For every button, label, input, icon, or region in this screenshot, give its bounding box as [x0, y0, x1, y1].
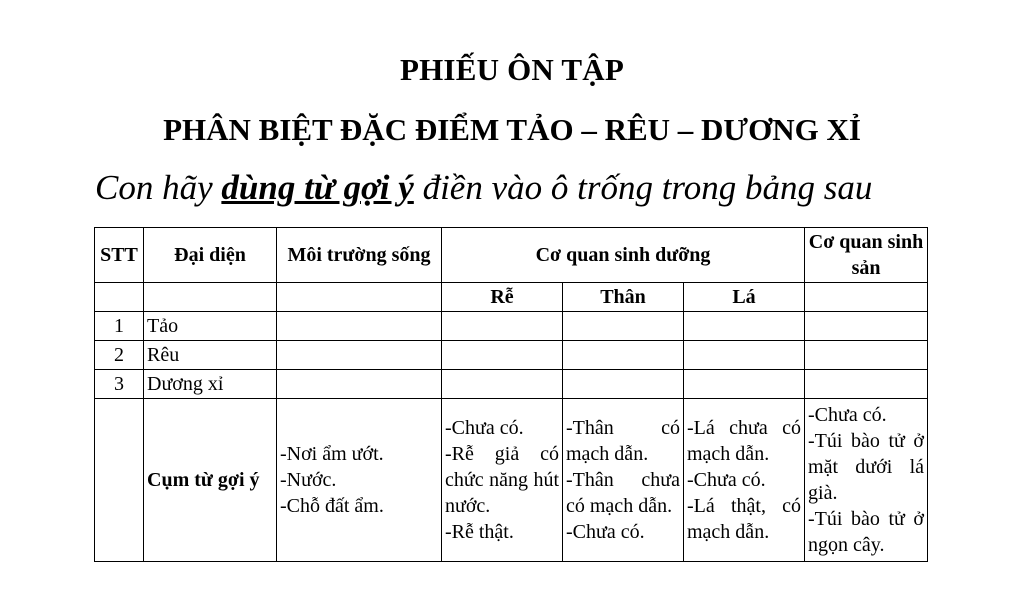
header-co-quan-sinh-san: Cơ quan sinh sản — [805, 228, 928, 283]
hint-item: -Nơi ẩm ướt. — [280, 443, 384, 465]
row-stt: 1 — [95, 312, 144, 341]
hint-item: -Nước. — [280, 469, 337, 491]
hint-la — [684, 399, 805, 562]
answer-cell[interactable] — [277, 312, 442, 341]
row-stt: 2 — [95, 341, 144, 370]
hint-item: -Rễ thật. — [445, 521, 514, 543]
table-row — [95, 370, 928, 399]
header-re: Rễ — [442, 283, 563, 312]
hint-sinh-san — [805, 399, 928, 562]
answer-cell[interactable] — [563, 341, 684, 370]
hint-item: -Thân có mạch dẫn. — [566, 417, 680, 465]
hint-item: -Lá chưa có mạch dẫn. — [687, 417, 802, 465]
hint-than — [563, 399, 684, 562]
header-moi-truong: Môi trường sống — [277, 228, 442, 283]
answer-cell[interactable] — [684, 312, 805, 341]
header-co-quan-sinh-duong: Cơ quan sinh dưỡng — [442, 228, 805, 283]
instruction-highlight: dùng từ gợi ý — [221, 168, 414, 207]
table-row — [95, 341, 928, 370]
answer-cell[interactable] — [442, 370, 563, 399]
hint-label: Cụm từ gợi ý — [144, 399, 277, 562]
header-stt: STT — [95, 228, 144, 283]
row-name: Dương xỉ — [144, 370, 277, 399]
table-cell — [95, 399, 144, 562]
answer-cell[interactable] — [442, 341, 563, 370]
table-subheader-row — [95, 283, 928, 312]
page-subtitle: PHÂN BIỆT ĐẶC ĐIỂM TẢO – RÊU – DƯƠNG XỈ — [163, 112, 861, 147]
instruction-text — [95, 168, 872, 208]
hint-row — [95, 399, 928, 562]
hint-item: -Chưa có. — [445, 417, 524, 439]
row-name: Rêu — [144, 341, 277, 370]
instruction-after: điền vào ô trống trong bảng sau — [413, 168, 873, 207]
answer-cell[interactable] — [684, 341, 805, 370]
review-table — [94, 227, 928, 562]
answer-cell[interactable] — [277, 341, 442, 370]
answer-cell[interactable] — [277, 370, 442, 399]
header-than: Thân — [563, 283, 684, 312]
answer-cell[interactable] — [563, 312, 684, 341]
table-cell — [95, 283, 144, 312]
hint-item: -Chưa có. — [566, 521, 645, 543]
row-stt: 3 — [95, 370, 144, 399]
answer-cell[interactable] — [442, 312, 563, 341]
table-row — [95, 312, 928, 341]
hint-item: -Thân chưa có mạch dẫn. — [566, 469, 680, 517]
table-cell — [805, 283, 928, 312]
table-header-row — [95, 228, 928, 283]
header-la: Lá — [684, 283, 805, 312]
table-cell — [277, 283, 442, 312]
hint-item: -Lá thật, có mạch dẫn. — [687, 495, 802, 543]
hint-item: -Chỗ đất ẩm. — [280, 495, 384, 517]
header-dai-dien: Đại diện — [144, 228, 277, 283]
hint-item: -Chưa có. — [808, 404, 887, 426]
table-cell — [144, 283, 277, 312]
answer-cell[interactable] — [684, 370, 805, 399]
answer-cell[interactable] — [805, 341, 928, 370]
row-name: Tảo — [144, 312, 277, 341]
hint-item: -Rễ giả có chức năng hút nước. — [445, 443, 559, 517]
hint-item: -Túi bào tử ở ngọn cây. — [808, 508, 925, 556]
hint-item: -Chưa có. — [687, 469, 766, 491]
hint-item: -Túi bào tử ở mặt dưới lá già. — [808, 430, 925, 504]
hint-re — [442, 399, 563, 562]
page-title: PHIẾU ÔN TẬP — [399, 52, 625, 87]
answer-cell[interactable] — [805, 312, 928, 341]
answer-cell[interactable] — [563, 370, 684, 399]
answer-cell[interactable] — [805, 370, 928, 399]
hint-moi-truong — [277, 399, 442, 562]
instruction-before: Con hãy — [95, 168, 222, 207]
